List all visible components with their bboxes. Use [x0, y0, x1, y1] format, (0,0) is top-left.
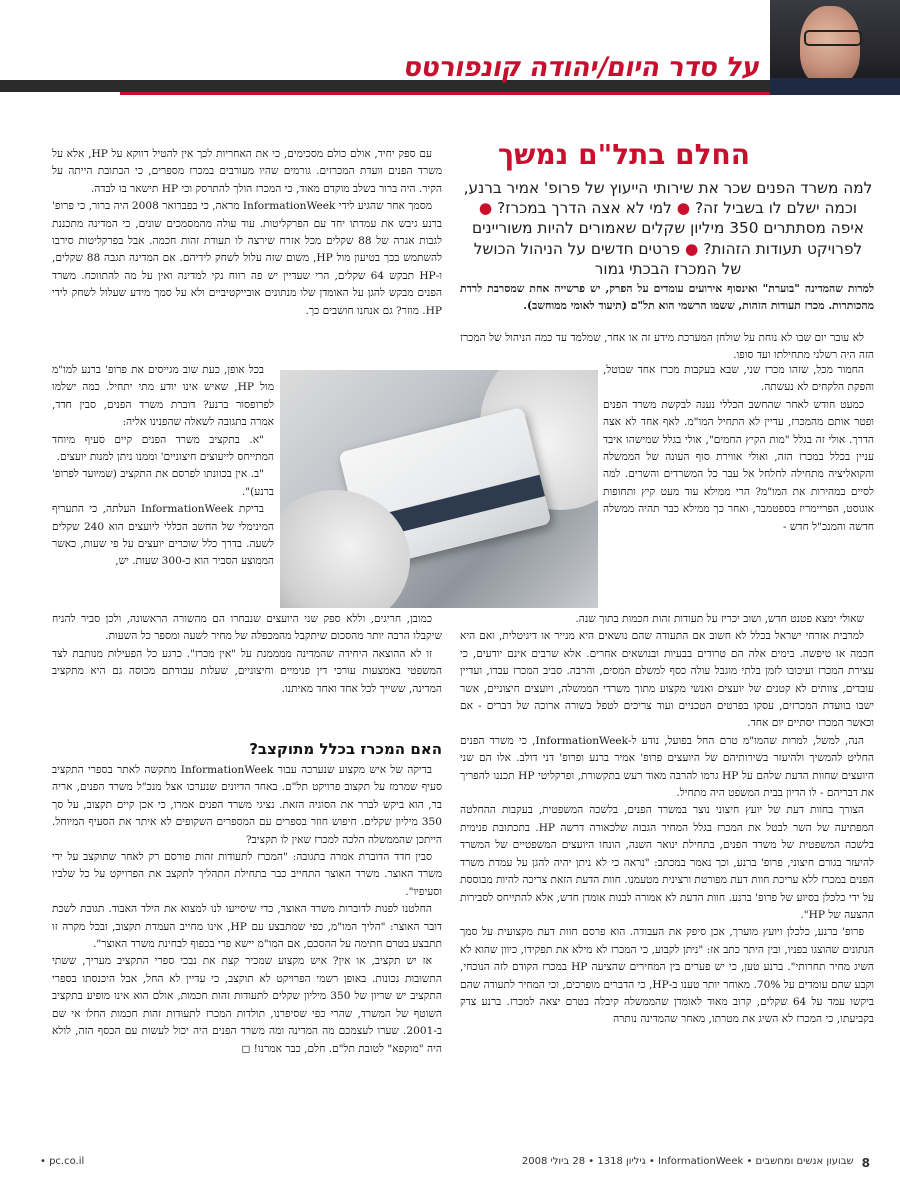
left-column-bottom — [52, 762, 442, 1142]
left-column-wrap — [52, 362, 274, 612]
right-column-wrap — [603, 362, 874, 612]
paragraph: למרבית אזרחי ישראל בכלל לא חשוב אם התעודה שהם נושאים היא מנייר או דיגיטלית, ואם היא חכמה או טיפשה. בימים אלה הם טרודים בבעיות ובנושאים אחרים. אלא שרבים אינם יודעים, כי עצירת המכרז ועיכובו לזמן בלתי מוגבל עולה כסף למשלם המסים, והרבה. סביב המכרז עבדו, ועדיין עובדים, צוותים לא קטנים של יועצים ואנשי מקצוע מתוך משרדי הממשלה, ויועצים חיצוניים, אשר ישבו בוועדת המכרזים, עסקו בפרטים הטכניים ועוד צריכים לטפל בשורה ארוכה של דברים - אם וכאשר המכרז יסתיים יום אחד. — [460, 630, 874, 730]
paragraph: החלטנו לפנות לדוברות משרד האוצר, כדי שיסייעו לנו למצוא את הילד האבוד. תגובת לשכת דובר האוצר: "הליך המו"מ, כפי שמתבצע עם HP, אינו מחייב העמדת תקצוב, ובכל מקרה זו תתבצע בטרם חתימה על ההסכם, אם המו"מ יישא פרי בכפוף לבחינת משרד האוצר". — [52, 903, 442, 951]
paragraph: לא עובר יום שבו לא נוחת על שולחן המערכת מידע זה או אחר, שמלמד עד כמה הניהול של המכרז הזה היה רשלני מתחילתו ועד סופו. — [460, 332, 874, 362]
paragraph: כמעט חודש לאחר שהחשב הכללי נענה לבקשת משרד הפנים ופטר אותם מהמכרז, עדיין לא התחיל המו"מ. לאף אחד לא אצה הדרך. אולי זה בגלל "מות הקיץ החמים", אולי בגלל שמישהו איבד עניין בכלל במכרז הזה, ואולי אווירת סוף העונה של הממשלה והקואליציה מתחילה לחלחל אל עבר כל המשרדים והשרים. למה לסיים במהירות את המו"מ? הרי ממילא עוד מעט קיץ ותחופות אוגוסט, הפריימריז בספטמבר, ואחר כך ממילא כבר תהיה ממשלה חדשה והמנכ"ל חדש - — [603, 398, 874, 533]
author-photo — [770, 0, 900, 95]
article-subhead: האם המכרז בכלל מתוקצב? — [249, 740, 442, 758]
website: pc.co.il • — [40, 1156, 85, 1167]
right-column-body — [460, 611, 874, 1173]
deck-part-3: איפה מסתתרים 350 מיליון שקלים שאמורים להיות משוריינים לפרויקט תעודות הזהות? — [471, 219, 865, 258]
paragraph: בדיקה של איש מקצוע שנערכה עבור InformationWeek מתקשה לאתר בספרי התקציב סעיף שמרמז על תקצוב פרויקט תל"ם. באחד הדיונים שנערכו אצל מנכ"ל משרד הפנים, אריה בר, הוא ביקש לברר את הסוגיה הזאת. נציגי משרד הפנים אמרו, כי אכן קיים תקצוב, על סך 350 מיליון שקלים. חיפוש חוזר בספרים עם המספרים השקופים לא איתר את הסעיף המיוחל. הייתכן שהממשלה הלכה למכרז שאין לו תקציב? — [52, 764, 442, 846]
bullet-dot: ● — [676, 199, 691, 218]
deck-part-4: פרטים חדשים על הניהול הכושל של המכרז הבכתי גמור — [473, 239, 742, 278]
bullet-dot: ● — [685, 239, 699, 258]
page-number: 8 — [861, 1156, 870, 1170]
paragraph: הנה, למשל, למרות שהמו"מ טרם החל בפועל, נודע ל-InformationWeek, כי משרד הפנים החליט להמשיך ולהיעזר בשירותיהם של היועצים פרופ' אמיר ברנע ופרופ' דני דולב. אלו הם שני היועצים שחוות הדעת שלהם על HP גרמו להרבה מאוד רעש בתקשורת, ופרקליטי HP תכננו להפריך את דבריהם - לו הדיון בבית המשפט היה מתחיל. — [460, 734, 874, 800]
paragraph: מסמך אחר שהגיע לידי InformationWeek מראה, כי בפברואר 2008 היה ברור, כי פרופ' ברנע גיבש את עמדתו יחד עם הפרקליטות. עוד עולה מהמסמכים שונים, כי המדינה מתכננת לגבות אגרה של 88 שקלים מכל אזרח שירצה לו תעודת זהות חכמה. אבל בפרקליטות סירבו להשתמש בכך בטיעון מול HP, משום שזה עלול לשחק לידיהם. אם המדינה תגבה 88 שקלים, ו-HP תבקש 64 שקלים, הרי שעדיין יש פה רווח נקי למדינה ואין על מה להתווכח. משרד הפנים מבקש להגן על האומדן שלו מנתונים אובייקטיביים ולא על סמך מידע שעלול לשחק לידי HP. מוזר? גם אנחנו חושבים כך. — [52, 200, 442, 317]
column-title: על סדר היום/יהודה קונפורטס — [401, 52, 763, 83]
article-deck — [462, 178, 874, 279]
bullet-dot: ● — [478, 199, 493, 218]
paragraph: סבין חדד הדוברת אמרה בתגובה: "המכרז לתעודות זהות פורסם רק לאחר שתוקצב על ידי משרד האוצר. משרד האוצר התחייב כבר בתחילת התהליך לתקצב את הפרויקט על כל שלביו וסעיפיו". — [52, 851, 442, 898]
paragraph: פרופ' ברנע, כלכלן ויועץ מוערך, אכן סיפק את העבודה. הוא פרסם חוות דעת מקצועית על סמך הנתונים שהוצגו בפניו, ובין היתר כתב אז: "ניתן לקבוע, כי המכרז לא מילא את תפקידו, כיוון שהוא לא השיג מחיר תחרותי". ברנע טען, כי יש פערים בין המחירים שהציעה HP במכרז הקודם לזה הנוכחי, וקבע שהם עומדים על 70%. מאוחר יותר טענו ב-HP, כי הדברים מופרכים, וכי המחיר לתעודה שהם ביקשו עמד על 64 שקלים, קרוב מאוד לאומדן שהממשלה קיבלה בטרם יצאה למכרז. ברנע צדק בקביעתו, כי המכרז לא השיג את מטרתו, מאחר שהמדינה נותרה — [460, 926, 874, 1026]
paragraph: "א. בתקציב משרד הפנים קיים סעיף מיוחד המתייחס לייעוצים חיצוניים' וממנו ניתן למנות יועצים. — [52, 433, 274, 464]
author-glasses — [804, 30, 862, 46]
article-headline: החלם בתל"ם נמשך — [498, 138, 750, 171]
paragraph: שאולי ימצא פטנט חדש, ושוב יכריז על תעודות זהות חכמות בתוך שנה. — [575, 613, 864, 625]
paragraph: אז יש תקציב, או אין? איש מקצוע שמכיר קצת את נבכי ספרי התקציב מעריך, ששתי התשובות נכונות. באופן רשמי הפרויקט לא תוקצב, כי עדיין לא החל, אבל היכנסתו בספרי התקציב יש שריון של 350 מיליון שקלים לתעודות זהות חכמות, אולם הוא אינו מופיע בתקציב השוטף של המשרד, שהרי כפי שסיפרנו, תולדות המכרז לתעודות זהות חכמות החלו אי שם ב-2001. שערו לעצמכם מה המדינה ומה משרד הפנים היה יכול לעשות עם הכסף הזה, לולא היה "מוקפא" לטובת תל"ם. חלם, כבר אמרנו! ◻ — [52, 955, 442, 1055]
paragraph: הצורך בחוות דעת של יועץ חיצוני נוצר במשרד הפנים, בלשכה המשפטית, בעקבות ההחלטה המפתיעה של השר לבטל את המכרז בגלל המחיר הגבוה שלכאורה דרשה HP. בתכתובת פנימית בלשכה המשפטית של משרד הפנים, בתחילת ינואר השנה, הונחו היועצים המשפטיים של המשרד להיעזר בגורם חיצוני, פרופ' ברנע, וכך נאמר במכתב: "נראה כי לא ניתן יהיה להגן על עמדת משרד הפנים במכרז ללא עריכת חוות דעת מפורטת ורצינית מטעמנו. חוות הדעת הזאת צריכה להיות מבוססת על ידי כלכלן בסיוע של פרופ' ברנע. חוות הדעת לא אמורה לבנות אומדן חדש, אלא להתייחס לסבירות ההצעה של HP". — [460, 804, 874, 921]
paragraph: זו לא ההוצאה היחידה שהמדינה ממממנת על "אין מכרז". כרגע כל הפעילות מנותבת לצד המשפטי באמצעות עורכי דין פנימיים וחיצוניים, שעלות עבודתם מכוסה גם היא מתקציב המדינה, ששייך לכל אחד ואחד מאיתנו. — [52, 647, 442, 695]
paragraph: "ב. אין בכוונתו לפרסם את התקציב (שמיועד לפרופ' ברנע)". — [52, 468, 274, 498]
paragraph: החמור מכל, שזהו מכרז שני, שבא בעקבות מכרז אחד שבוטל, והפקת הלקחים לא נעשתה. — [603, 364, 874, 394]
author-face — [800, 6, 860, 86]
right-column-top — [460, 330, 874, 364]
paragraph: בדיקת InformationWeek העלתה, כי התעריף המינימלי של החשב הכללי ליועצים הוא 240 שקלים לשעה. בדרך כלל שוכרים יועצים על פי שעות, כאשר הממוצע הסביר הוא כ-300 שעות. יש, — [52, 503, 274, 568]
paragraph: בכל אופן, כעת שוב מגייסים את פרופ' ברנע למו"מ מול HP, שאיש אינו יודע מתי יתחיל. כמה ישלמו לפרופסור ברנע? דוברת משרד הפנים, סבין חדד, אמרה בתגובה לשאלה שהפנינו אליה: — [52, 364, 274, 429]
header-accent-line — [120, 92, 770, 95]
publication-info: שבועון אנשים ומחשבים • InformationWeek • גיליון 1318 • 28 ביולי 2008 — [521, 1156, 854, 1167]
deck-part-2: למי לא אצה הדרך במכרז? — [497, 199, 672, 218]
author-shirt — [770, 78, 900, 95]
left-column-middle — [52, 611, 442, 735]
page-footer — [40, 1156, 870, 1170]
left-column-top — [52, 146, 442, 362]
deck-part-1: למה משרד הפנים שכר את שירותי הייעוץ של פרופ' אמיר ברנע, וכמה ישלם לו בשביל זה? — [463, 179, 873, 218]
paragraph: עם ספק יחיד, אולם כולם מסכימים, כי את האחריות לכך אין להטיל דווקא על HP, אלא על משרד הפנים וועדת המכרזים. גורמים שהיו מעורבים במכרז מספרים, כי הכתובת הייתה על הקיר. היה ברור בשלב מוקדם מאוד, כי המכרז הולך להתרסק וכי HP תישאר בו לבדה. — [52, 148, 442, 195]
article-lead: למרות שהמדינה "בוערת" ואינסוף אירועים עומדים על הפרק, יש פרשייה אחת שמסרבת לרדת מהכותרות. מכרז תעודות הזהות, ששמו הרשמי הוא תל"ם (תיעוד לאומי ממוחשב). — [460, 282, 874, 312]
id-card-photo — [280, 370, 598, 608]
paragraph: כמובן, חריגים, וללא ספק שני היועצים שנבחרו הם מהשורה הראשונה, ולכן סביר להניח שיקבלו הרבה יותר מהסכום שיתקבל מהמכפלה של מחיר לשעה ומספר כל השעות. — [52, 613, 442, 643]
